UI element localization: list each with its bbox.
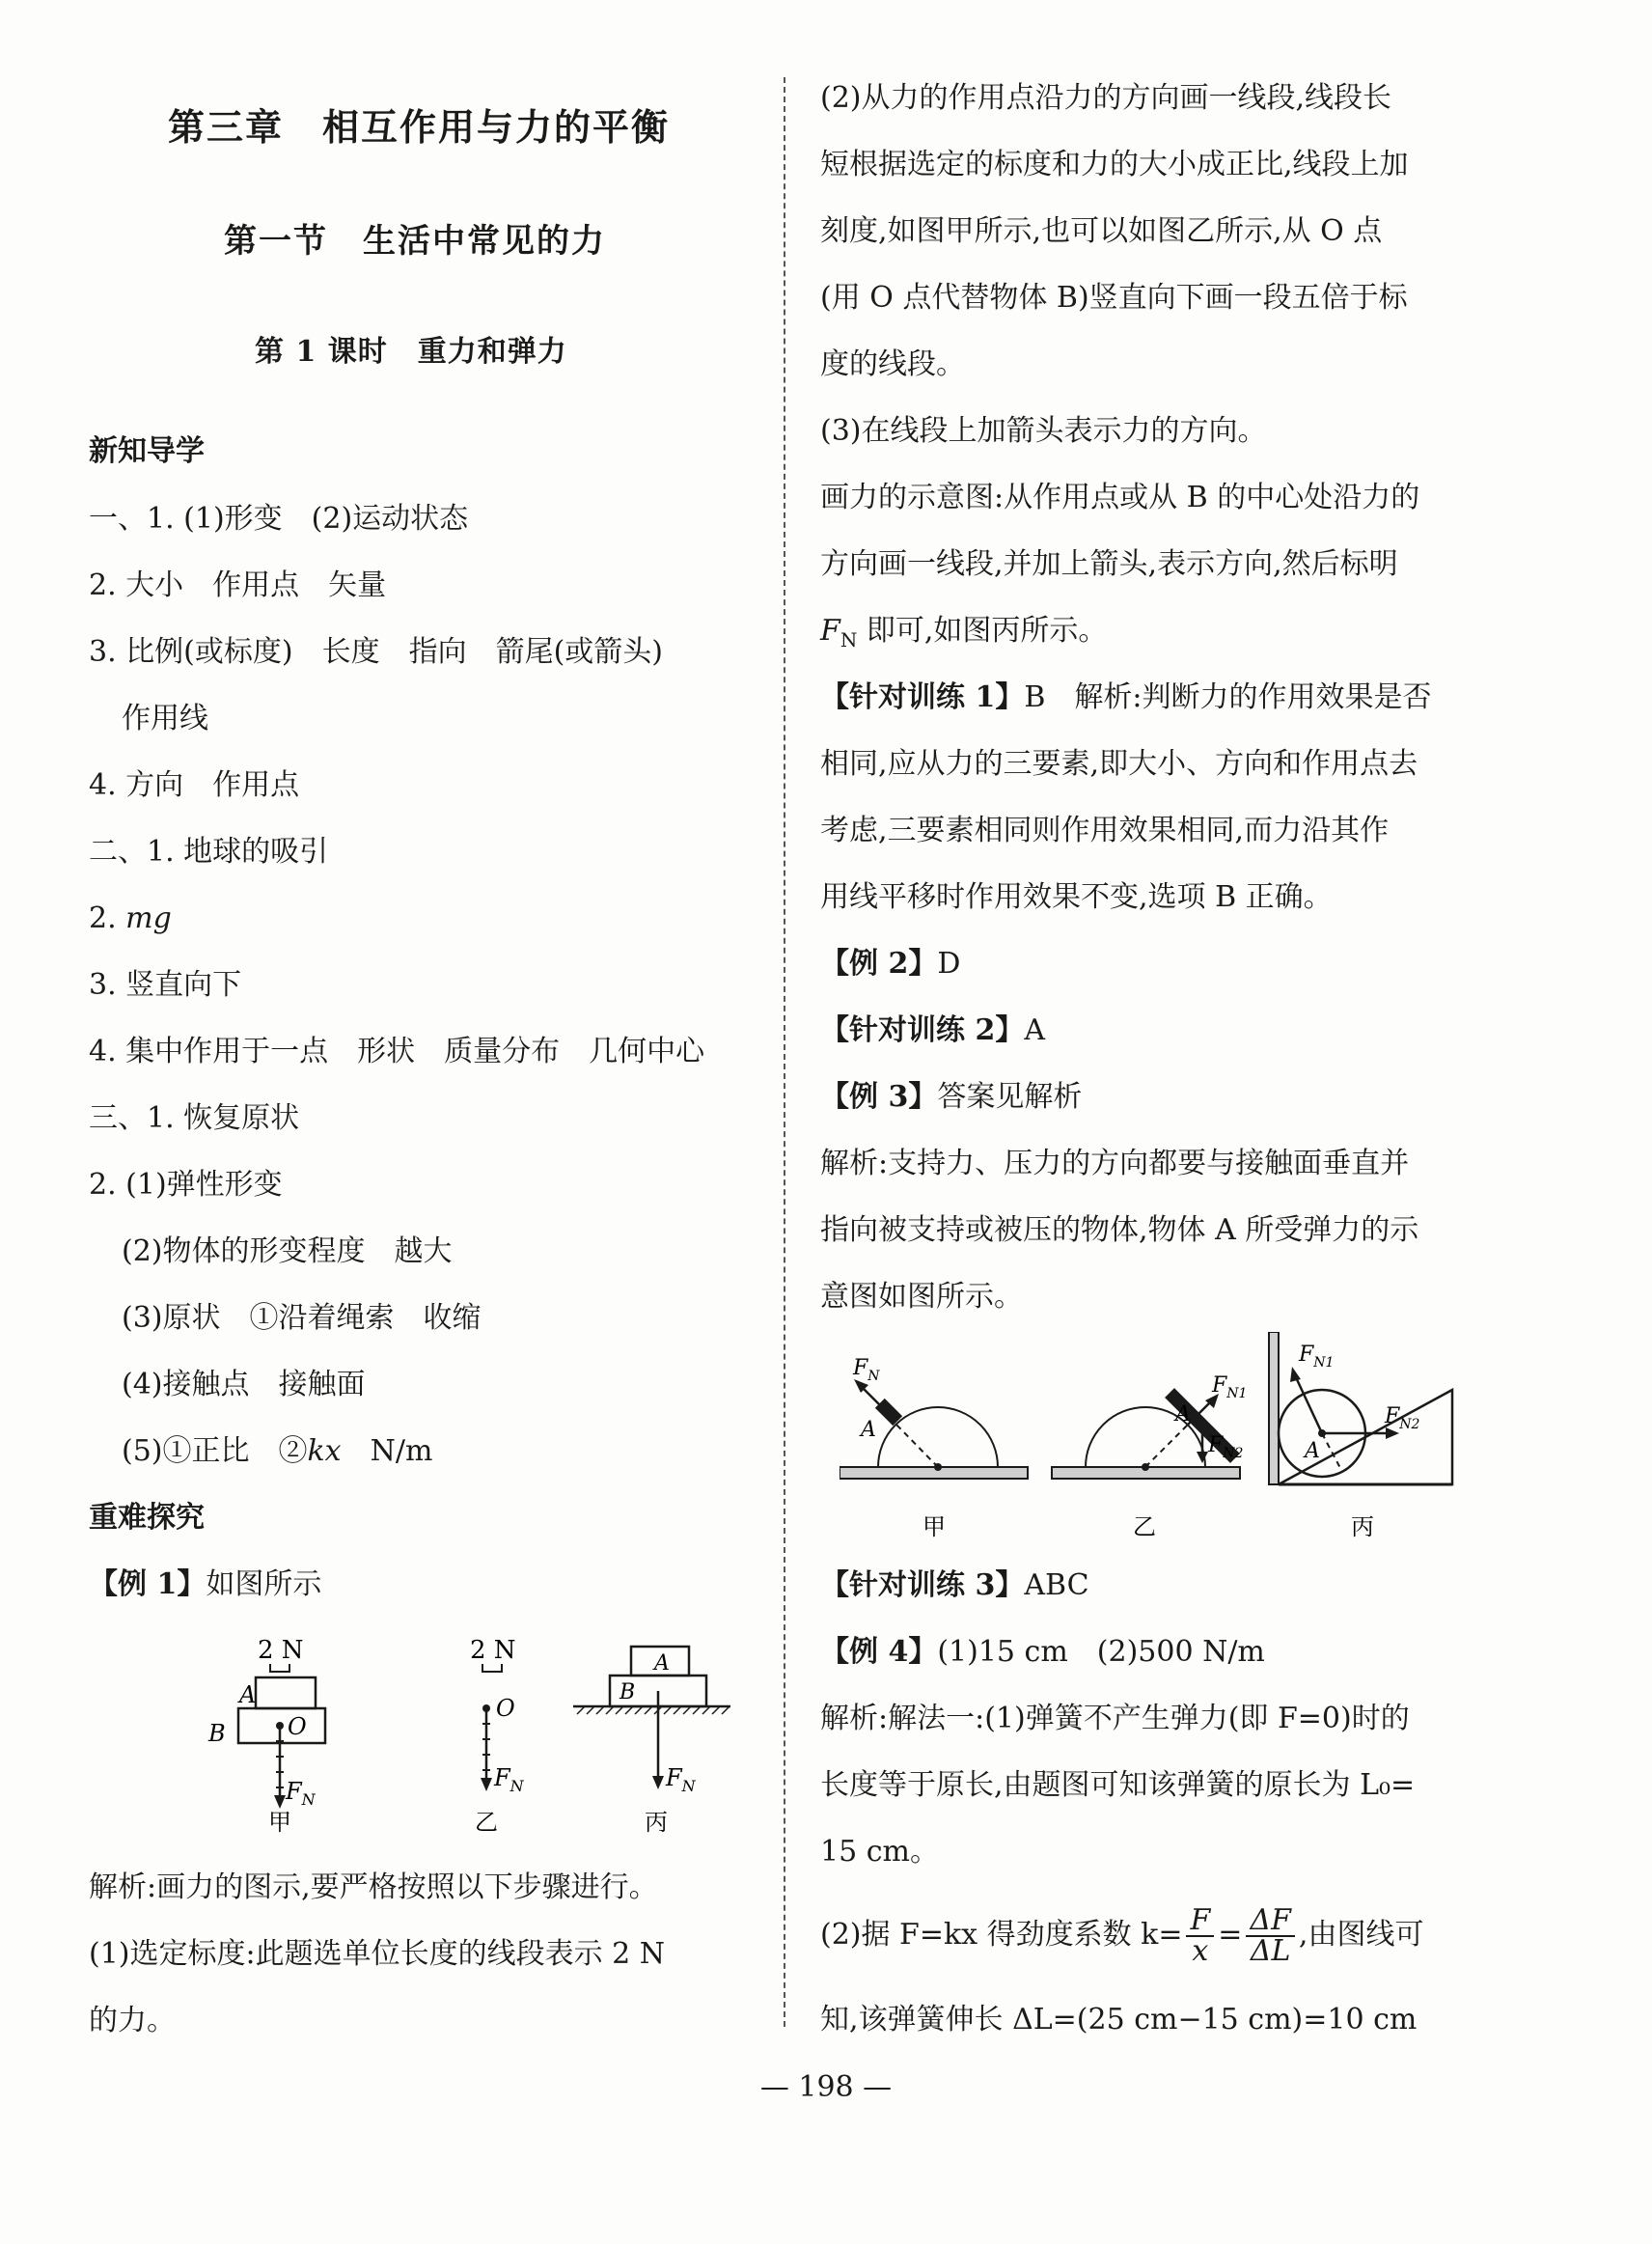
- answer-line: 作用线: [122, 702, 208, 735]
- training-1-line: [820, 679, 1431, 717]
- analysis-text: 解析:判断力的作用效果是否: [1074, 680, 1432, 714]
- label-fn: $F_N$: [286, 1778, 316, 1809]
- formula-text: (2)据 F=kx 得劲度系数 k=: [820, 1918, 1183, 1952]
- denominator: x: [1192, 1934, 1209, 1968]
- analysis-line: 解析:画力的图示,要严格按照以下步骤进行。: [89, 1870, 658, 1904]
- answer-line: (3)原状 ①沿着绳索 收缩: [122, 1301, 482, 1335]
- answer-line: 三、1. 恢复原状: [89, 1101, 300, 1135]
- training-tag: 【针对训练 2】: [820, 1013, 1025, 1047]
- label-a: A: [1175, 1402, 1191, 1427]
- block-a: [256, 1677, 316, 1708]
- analysis-line: 长度等于原长,由题图可知该弹簧的原长为 L₀=: [820, 1768, 1416, 1802]
- training-tag: 【针对训练 1】: [820, 680, 1025, 714]
- base-plate: [840, 1467, 1028, 1479]
- caption-yi: 乙: [475, 1809, 498, 1834]
- analysis-line: 相同,应从力的三要素,即大小、方向和作用点去: [820, 747, 1418, 781]
- answer-line: 4. 集中作用于一点 形状 质量分布 几何中心: [89, 1035, 705, 1068]
- answer-line: 2. (1)弹性形变: [89, 1168, 283, 1202]
- force-diagram-figure-1: [195, 1631, 735, 1834]
- example-tag: 【例 2】: [820, 947, 938, 981]
- example-1-line: [89, 1565, 321, 1604]
- fraction-df-over-dl: [1246, 1903, 1294, 1968]
- section-title: 第一节 生活中常见的力: [224, 222, 606, 261]
- arrow-head: [274, 1795, 286, 1809]
- answer-number: 2.: [89, 901, 126, 935]
- example-3-line: [820, 1078, 1082, 1117]
- diagram-bing: [1269, 1332, 1452, 1540]
- page-number: — 198 —: [759, 2070, 893, 2104]
- analysis-line: (2)从力的作用点沿力的方向画一线段,线段长: [820, 81, 1392, 115]
- center-point: [934, 1463, 942, 1471]
- analysis-line: [820, 612, 1107, 659]
- answer-line: [89, 900, 172, 938]
- formula-line: [820, 1903, 1424, 1968]
- radius-dashed: [893, 1421, 938, 1467]
- scale-label: 2 N: [470, 1636, 516, 1665]
- wall: [1269, 1332, 1279, 1484]
- analysis-line: 15 cm。: [820, 1835, 939, 1869]
- example-answer: (1)15 cm (2)500 N/m: [937, 1635, 1265, 1669]
- numerator: F: [1186, 1906, 1214, 1937]
- label-fn: $F_N$: [666, 1764, 696, 1795]
- example-tag: 【例 3】: [820, 1080, 938, 1114]
- caption-bing: 丙: [1351, 1513, 1374, 1540]
- caption-yi: 乙: [1133, 1513, 1156, 1540]
- analysis-line: 画力的示意图:从作用点或从 B 的中心处沿力的: [820, 481, 1420, 514]
- denominator: ΔL: [1250, 1934, 1291, 1968]
- answer-formula: kx: [307, 1434, 342, 1468]
- answer-unit: N/m: [341, 1434, 433, 1468]
- training-answer: A: [1024, 1013, 1045, 1047]
- answer-line: 二、1. 地球的吸引: [89, 835, 329, 869]
- training-answer: ABC: [1024, 1568, 1089, 1602]
- diagram-yi: [1052, 1373, 1247, 1540]
- analysis-line: (3)在线段上加箭头表示力的方向。: [820, 414, 1267, 448]
- equals-sign: =: [1218, 1918, 1243, 1952]
- scale-label: 2 N: [258, 1636, 304, 1665]
- symbol-f: F: [820, 614, 840, 648]
- arrow-head: [1386, 1427, 1399, 1439]
- analysis-line: 短根据选定的标度和力的大小成正比,线段上加: [820, 148, 1409, 181]
- example-tag: 【例 1】: [89, 1567, 206, 1601]
- answer-line: 一、1. (1)形变 (2)运动状态: [89, 502, 469, 536]
- example-tag: 【例 4】: [820, 1635, 938, 1669]
- caption-bing: 丙: [645, 1809, 668, 1834]
- answer-line: 2. 大小 作用点 矢量: [89, 568, 387, 602]
- answer-formula: mg: [125, 901, 172, 935]
- label-fn: $F_N$: [494, 1764, 524, 1795]
- column-divider: [784, 77, 785, 2027]
- caption-jia: 甲: [922, 1513, 946, 1540]
- label-a: A: [239, 1681, 257, 1708]
- arrow-head: [1290, 1367, 1301, 1382]
- fraction-f-over-x: [1186, 1903, 1214, 1968]
- label-fn1: $F_{N1}$: [1299, 1343, 1335, 1371]
- analysis-line: 考虑,三要素相同则作用效果相同,而力沿其作: [820, 814, 1390, 847]
- training-answer: B: [1024, 680, 1075, 714]
- label-a: A: [654, 1651, 670, 1676]
- label-fn2: $F_{N2}$: [1385, 1404, 1420, 1432]
- label-o: O: [496, 1695, 515, 1722]
- analysis-line: (1)选定标度:此题选单位长度的线段表示 2 N: [89, 1937, 666, 1971]
- label-a: A: [1305, 1439, 1320, 1463]
- arrow-head: [481, 1778, 492, 1791]
- heading-key-points: 重难探究: [89, 1501, 205, 1535]
- analysis-line: 解析:解法一:(1)弹簧不产生弹力(即 F=0)时的: [820, 1702, 1410, 1735]
- training-tag: 【针对训练 3】: [820, 1568, 1025, 1602]
- example-4-line: [820, 1633, 1265, 1672]
- chapter-title: 第三章 相互作用与力的平衡: [168, 105, 671, 149]
- caption-jia: 甲: [268, 1809, 291, 1834]
- example-text: 如图所示: [206, 1567, 322, 1601]
- training-3-line: [820, 1566, 1089, 1605]
- label-fn: $F_N$: [853, 1356, 880, 1384]
- analysis-line: 解析:支持力、压力的方向都要与接触面垂直并: [820, 1147, 1410, 1180]
- answer-line: (2)物体的形变程度 越大: [122, 1234, 453, 1268]
- heading-new-knowledge: 新知导学: [89, 434, 205, 468]
- lesson-title: 第 1 课时 重力和弹力: [255, 335, 567, 369]
- force-line-1: [1295, 1375, 1322, 1433]
- answer-line: 3. 竖直向下: [89, 968, 242, 1002]
- center-point: [1142, 1463, 1149, 1471]
- analysis-line: 指向被支持或被压的物体,物体 A 所受弹力的示: [820, 1213, 1419, 1247]
- answer-line: [122, 1432, 432, 1471]
- analysis-line: 用线平移时作用效果不变,选项 B 正确。: [820, 880, 1333, 914]
- example-answer: D: [937, 947, 961, 981]
- label-b: B: [208, 1720, 226, 1747]
- diagram-yi: [470, 1636, 525, 1834]
- label-o: O: [288, 1713, 307, 1740]
- analysis-line: 度的线段。: [820, 347, 965, 381]
- label-fn2: $F_{N2}$: [1208, 1433, 1244, 1461]
- analysis-line: 刻度,如图甲所示,也可以如图乙所示,从 O 点: [820, 214, 1383, 248]
- arrow-head: [652, 1776, 664, 1789]
- formula-text: ,由图线可: [1298, 1918, 1424, 1952]
- analysis-line: 知,该弹簧伸长 ΔL=(25 cm−15 cm)=10 cm: [820, 2003, 1418, 2036]
- analysis-line: (用 O 点代替物体 B)竖直向下画一段五倍于标: [820, 281, 1408, 315]
- answer-line: 3. 比例(或标度) 长度 指向 箭尾(或箭头): [89, 635, 663, 669]
- elastic-force-diagram: [840, 1332, 1457, 1544]
- answer-text: (5)①正比 ②: [122, 1434, 308, 1468]
- analysis-text: 即可,如图丙所示。: [857, 614, 1108, 648]
- scale-bracket: [270, 1664, 289, 1672]
- analysis-line: 意图如图所示。: [820, 1280, 1023, 1314]
- label-a: A: [861, 1418, 876, 1442]
- example-answer: 答案见解析: [937, 1080, 1083, 1114]
- arrow-head: [1197, 1452, 1208, 1463]
- answer-line: 4. 方向 作用点: [89, 768, 300, 802]
- diagram-bing: [573, 1647, 730, 1834]
- training-2-line: [820, 1011, 1045, 1050]
- radius-dashed: [1145, 1425, 1188, 1467]
- numerator: ΔF: [1246, 1906, 1294, 1937]
- label-b: B: [620, 1680, 636, 1704]
- symbol-subscript: N: [840, 628, 858, 651]
- scale-bracket: [482, 1664, 502, 1672]
- example-2-line: [820, 945, 960, 983]
- diagram-jia: [207, 1636, 325, 1834]
- analysis-line: 方向画一线段,并加上箭头,表示方向,然后标明: [820, 547, 1398, 581]
- label-fn1: $F_{N1}$: [1212, 1373, 1248, 1401]
- analysis-line: 的力。: [89, 2004, 176, 2037]
- answer-line: (4)接触点 接触面: [122, 1368, 366, 1401]
- diagram-jia: [840, 1356, 1028, 1540]
